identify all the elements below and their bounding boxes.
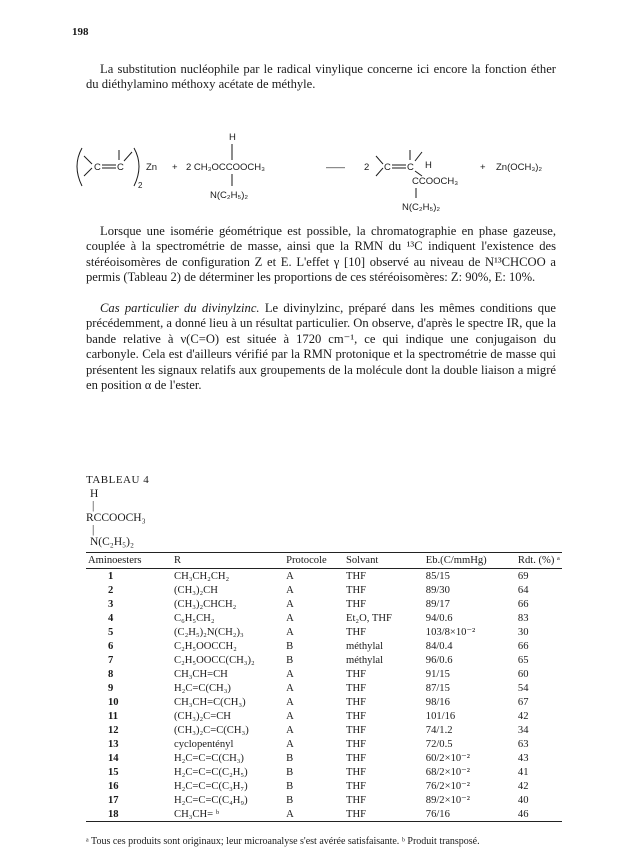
boiling-point-cell: 94/0.6 — [425, 612, 453, 624]
substituent-r-cell: (C₂H₅)₂N(CH₂)₃ — [174, 626, 244, 638]
scheme-subscript: 2 — [138, 181, 143, 190]
compound-number-cell: 11 — [108, 710, 119, 722]
yield-cell: 40 — [517, 794, 529, 806]
page-number: 198 — [72, 26, 89, 38]
solvant-cell: THF — [345, 724, 366, 736]
yield-cell: 66 — [517, 640, 529, 652]
solvant-cell: méthylal — [345, 640, 384, 652]
solvant-cell: THF — [345, 682, 366, 694]
solvant-cell: THF — [345, 668, 366, 680]
intro-paragraph — [86, 62, 556, 93]
compound-number-cell: 7 — [108, 654, 114, 666]
scheme-plus-2: + — [480, 162, 486, 173]
boiling-point-cell: 89/30 — [425, 584, 450, 596]
scheme-reagent-amine: N(C₂H₅)₂ — [210, 190, 249, 201]
substituent-r-cell: CH₃CH=C(CH₃) — [174, 696, 246, 708]
compound-number-cell: 14 — [108, 752, 119, 764]
yield-cell: 60 — [517, 668, 529, 680]
boiling-point-cell: 74/1.2 — [425, 724, 453, 736]
formula-h: H — [90, 488, 99, 500]
substituent-r-cell: H₂C=C=C(C₂H₅) — [174, 766, 248, 778]
protocole-cell: A — [286, 626, 294, 638]
table-row — [86, 695, 562, 709]
scheme-plus-1: + — [172, 162, 178, 173]
table-row — [86, 737, 562, 751]
table-row — [86, 583, 562, 597]
scheme-arrow: —— — [326, 162, 345, 173]
solvant-cell: THF — [345, 626, 366, 638]
solvant-cell: THF — [345, 710, 366, 722]
protocole-cell: A — [286, 710, 294, 722]
compound-number-cell: 18 — [86, 807, 172, 822]
substituent-r-cell: cyclopentényl — [174, 738, 234, 750]
solvant-cell: THF — [344, 807, 424, 822]
substituent-r-cell: CH₃CH=CH — [174, 668, 228, 680]
solvant-cell: Et₂O, THF — [345, 612, 392, 624]
protocole-cell: B — [286, 654, 294, 666]
protocole-cell: A — [286, 612, 294, 624]
solvant-cell: THF — [345, 584, 366, 596]
yield-cell: 34 — [517, 724, 529, 736]
paragraph-isomerie — [86, 224, 556, 286]
yield-cell: 69 — [517, 570, 529, 582]
yield-cell: 42 — [517, 780, 529, 792]
table-formula: H | RCCOOCH₃ | N(C₂H₅)₂ — [86, 488, 146, 548]
table-body — [86, 569, 562, 822]
yield-cell: 30 — [517, 626, 529, 638]
table-row — [86, 639, 562, 653]
formula-main: RCCOOCH₃ — [86, 512, 146, 524]
compound-number-cell: 16 — [108, 780, 119, 792]
table-row — [86, 681, 562, 695]
scheme-zn: Zn — [146, 162, 158, 173]
compound-number-cell: 3 — [108, 598, 114, 610]
scheme-reagent-h: H — [229, 132, 236, 143]
compound-number-cell: 17 — [108, 794, 119, 806]
boiling-point-cell: 101/16 — [425, 710, 456, 722]
compound-number-cell: 6 — [108, 640, 114, 652]
protocole-cell: A — [286, 598, 294, 610]
boiling-point-cell: 98/16 — [425, 696, 450, 708]
boiling-point-cell: 84/0.4 — [425, 640, 453, 652]
compound-number-cell: 10 — [108, 696, 119, 708]
paragraph-divinylzinc-heading: Cas particulier du divinylzinc. — [100, 301, 260, 315]
svg-text:C: C — [384, 162, 391, 173]
protocole-cell: A — [286, 682, 294, 694]
solvant-cell: THF — [345, 570, 366, 582]
boiling-point-cell: 103/8×10⁻² — [425, 627, 476, 638]
compound-number-cell: 1 — [108, 570, 114, 582]
scheme-product-h: H — [425, 160, 432, 171]
protocole-cell: A — [286, 696, 294, 708]
yield-cell: 43 — [517, 752, 529, 764]
svg-text:C: C — [94, 162, 101, 173]
substituent-r-cell: (CH₃)₂C=C(CH₃) — [174, 724, 249, 736]
yield-cell: 63 — [517, 738, 529, 750]
footnote: ᵃ Tous ces produits sont originaux; leur microanalyse s'est avérée satisfaisante. ᵇ Produit transposé. — [86, 836, 480, 847]
header-r: R — [172, 553, 284, 569]
solvant-cell: méthylal — [345, 654, 384, 666]
yield-cell: 64 — [517, 584, 529, 596]
scheme-product-amine: N(C₂H₅)₂ — [402, 202, 441, 213]
scheme-coefficient: 2 — [364, 162, 370, 173]
data-table — [86, 552, 562, 822]
substituent-r-cell: (CH₃)₂CHCH₂ — [174, 598, 237, 610]
table-row — [86, 793, 562, 807]
table-row — [86, 611, 562, 625]
header-aminoesters: Aminoesters — [86, 553, 172, 569]
boiling-point-cell: 76/2×10⁻² — [425, 781, 470, 792]
boiling-point-cell: 91/15 — [425, 668, 450, 680]
protocole-cell: A — [286, 724, 294, 736]
protocole-cell: A — [286, 584, 294, 596]
table-row — [86, 751, 562, 765]
protocole-cell: A — [286, 570, 294, 582]
substituent-r-cell: H₂C=C=C(C₃H₇) — [174, 780, 248, 792]
yield-cell: 46 — [516, 807, 562, 822]
compound-number-cell: 5 — [108, 626, 114, 638]
solvant-cell: THF — [345, 738, 366, 750]
header-rdt: Rdt. (%) ᵃ — [516, 553, 562, 569]
boiling-point-cell: 68/2×10⁻² — [425, 767, 470, 778]
paragraph-isomerie-text: Lorsque une isomérie géométrique est possible, la chromatographie en phase gazeuse, couplée à la spectrométrie de masse, ainsi que la RMN du ¹³C indiquent l'existence des stéréoisomères de configuration Z et E. L'effet γ [10] observé au niveau de N¹³CHCOO a permis (Tableau 2) de déterminer les proportions de ces stéréoisomères: Z: 90%, E: 10%. — [86, 224, 556, 285]
header-eb: Eb.(C/mmHg) — [424, 553, 516, 569]
boiling-point-cell: 89/2×10⁻² — [425, 795, 470, 806]
boiling-point-cell: 76/16 — [424, 807, 516, 822]
table-row — [86, 779, 562, 793]
yield-cell: 67 — [517, 696, 529, 708]
solvant-cell: THF — [345, 794, 366, 806]
boiling-point-cell: 87/15 — [425, 682, 450, 694]
yield-cell: 65 — [517, 654, 529, 666]
table-header-row — [86, 553, 562, 569]
substituent-r-cell: CH₃CH₂CH₂ — [174, 570, 230, 582]
protocole-cell: B — [286, 794, 294, 806]
substituent-r-cell: H₂C=C=C(CH₃) — [174, 752, 244, 764]
protocole-cell: B — [286, 640, 294, 652]
table-title: TABLEAU 4 — [86, 474, 150, 486]
paragraph-divinylzinc — [86, 301, 556, 393]
scheme-reagent: 2 CH₃OCCOOCH₃ — [186, 162, 265, 173]
compound-number-cell: 13 — [108, 738, 119, 750]
protocole-cell: A — [284, 807, 344, 822]
protocole-cell: B — [286, 752, 294, 764]
boiling-point-cell: 96/0.6 — [425, 654, 453, 666]
protocole-cell: A — [286, 668, 294, 680]
yield-cell: 66 — [517, 598, 529, 610]
protocole-cell: A — [286, 738, 294, 750]
reaction-scheme — [72, 126, 562, 216]
compound-number-cell: 12 — [108, 724, 119, 736]
substituent-r-cell: CH₃CH= ᵇ — [172, 807, 284, 822]
table-row — [86, 597, 562, 611]
table-row — [86, 625, 562, 639]
yield-cell: 42 — [517, 710, 529, 722]
table-row — [86, 667, 562, 681]
solvant-cell: THF — [345, 598, 366, 610]
boiling-point-cell: 89/17 — [425, 598, 450, 610]
solvant-cell: THF — [345, 766, 366, 778]
table-row — [86, 709, 562, 723]
solvant-cell: THF — [345, 696, 366, 708]
scheme-byproduct: Zn(OCH₃)₂ — [496, 162, 543, 173]
substituent-r-cell: C₂H₅OOCC(CH₃)₂ — [174, 654, 255, 666]
substituent-r-cell: H₂C=C=C(C₄H₉) — [174, 794, 248, 806]
compound-number-cell: 9 — [108, 682, 114, 694]
header-protocole: Protocole — [284, 553, 344, 569]
scheme-product-ester: CCOOCH₃ — [412, 176, 459, 187]
yield-cell: 41 — [517, 766, 529, 778]
substituent-r-cell: C₂H₅OOCCH₂ — [174, 640, 237, 652]
compound-number-cell: 4 — [108, 612, 114, 624]
solvant-cell: THF — [345, 780, 366, 792]
paragraph-divinylzinc-text: Le divinylzinc, préparé dans les mêmes conditions que précédemment, a donné lieu à un résultat particulier. On observe, d'après le spectre IR, que la bande relative à ν(C=O) est située à 1720 cm⁻¹, ce qui indique une conjugaison du carbonyle. Cela est d'ailleurs vérifié par la RMN protonique et la spectrométrie de masse qui présentent les signaux relatifs aux groupements de la molécule dont la double liaison a migré en position α de l'ester. — [86, 301, 556, 393]
table-row — [86, 723, 562, 737]
header-solvant: Solvant — [344, 553, 424, 569]
boiling-point-cell: 60/2×10⁻² — [425, 753, 470, 764]
substituent-r-cell: (CH₃)₂C=CH — [174, 710, 231, 722]
boiling-point-cell: 72/0.5 — [425, 738, 453, 750]
svg-text:C: C — [407, 162, 414, 173]
table-row — [86, 807, 562, 822]
formula-amine: N(C₂H₅)₂ — [90, 536, 134, 548]
substituent-r-cell: H₂C=C(CH₃) — [174, 682, 231, 694]
svg-text:C: C — [117, 162, 124, 173]
intro-text: La substitution nucléophile par le radical vinylique concerne ici encore la fonction éther du diéthylamino méthoxy acétate de méthyle. — [86, 62, 556, 92]
solvant-cell: THF — [345, 752, 366, 764]
yield-cell: 54 — [517, 682, 529, 694]
compound-number-cell: 15 — [108, 766, 119, 778]
yield-cell: 83 — [517, 612, 529, 624]
boiling-point-cell: 85/15 — [425, 570, 450, 582]
protocole-cell: B — [286, 780, 294, 792]
table-row — [86, 653, 562, 667]
protocole-cell: B — [286, 766, 294, 778]
table-row — [86, 765, 562, 779]
table-row — [86, 569, 562, 584]
substituent-r-cell: (CH₃)₂CH — [174, 584, 218, 596]
compound-number-cell: 2 — [108, 584, 114, 596]
compound-number-cell: 8 — [108, 668, 114, 680]
substituent-r-cell: C₆H₅CH₂ — [174, 612, 215, 624]
